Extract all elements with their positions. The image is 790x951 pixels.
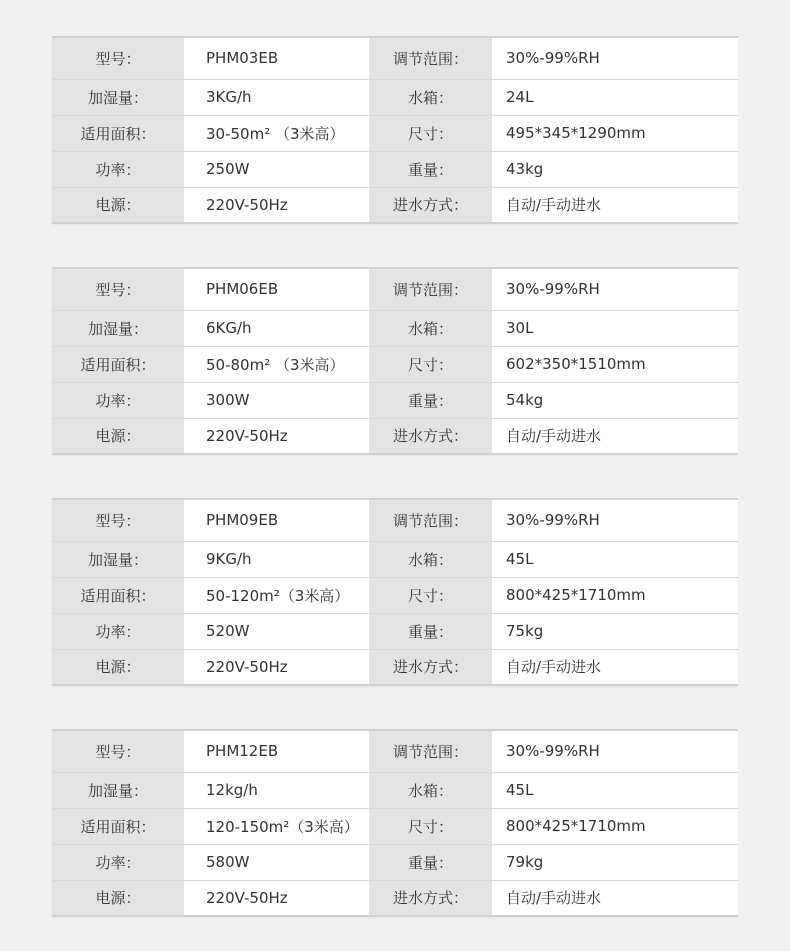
size-label: 尺寸：	[369, 115, 492, 151]
table-row	[52, 382, 738, 418]
water-inlet-value: 自动/手动进水	[492, 649, 738, 685]
size-value: 800*425*1710mm	[492, 808, 738, 844]
model-label: 型号：	[52, 730, 184, 772]
humidification-value: 6KG/h	[184, 310, 369, 346]
water-tank-label: 水箱：	[369, 310, 492, 346]
table-row	[52, 268, 738, 310]
power-value: 250W	[184, 151, 369, 187]
humidification-label: 加湿量：	[52, 772, 184, 808]
table-row	[52, 151, 738, 187]
water-inlet-value: 自动/手动进水	[492, 418, 738, 454]
table-row	[52, 880, 738, 916]
power-value: 580W	[184, 844, 369, 880]
water-tank-label: 水箱：	[369, 79, 492, 115]
table-row	[52, 541, 738, 577]
weight-label: 重量：	[369, 382, 492, 418]
table-row	[52, 346, 738, 382]
weight-value: 75kg	[492, 613, 738, 649]
water-inlet-value: 自动/手动进水	[492, 187, 738, 223]
water-inlet-label: 进水方式：	[369, 187, 492, 223]
table-row	[52, 844, 738, 880]
water-inlet-label: 进水方式：	[369, 418, 492, 454]
size-value: 800*425*1710mm	[492, 577, 738, 613]
model-label: 型号：	[52, 268, 184, 310]
power-value: 300W	[184, 382, 369, 418]
model-label: 型号：	[52, 37, 184, 79]
humidification-label: 加湿量：	[52, 79, 184, 115]
spec-table-phm09eb	[52, 498, 738, 686]
model-value: PHM09EB	[184, 499, 369, 541]
weight-value: 79kg	[492, 844, 738, 880]
table-row	[52, 115, 738, 151]
humidity-range-label: 调节范围：	[369, 37, 492, 79]
water-inlet-value: 自动/手动进水	[492, 880, 738, 916]
size-label: 尺寸：	[369, 577, 492, 613]
spec-table-phm03eb	[52, 36, 738, 224]
power-label: 功率：	[52, 844, 184, 880]
area-label: 适用面积：	[52, 346, 184, 382]
table-row	[52, 187, 738, 223]
area-value: 50-120m²（3米高）	[184, 577, 369, 613]
table-row	[52, 577, 738, 613]
area-label: 适用面积：	[52, 577, 184, 613]
humidity-range-value: 30%-99%RH	[492, 268, 738, 310]
table-row	[52, 808, 738, 844]
humidification-label: 加湿量：	[52, 310, 184, 346]
humidity-range-label: 调节范围：	[369, 268, 492, 310]
table-row	[52, 37, 738, 79]
water-tank-value: 45L	[492, 541, 738, 577]
humidity-range-label: 调节范围：	[369, 499, 492, 541]
humidity-range-label: 调节范围：	[369, 730, 492, 772]
table-row	[52, 772, 738, 808]
power-supply-value: 220V-50Hz	[184, 418, 369, 454]
model-label: 型号：	[52, 499, 184, 541]
table-row	[52, 310, 738, 346]
humidity-range-value: 30%-99%RH	[492, 730, 738, 772]
humidification-label: 加湿量：	[52, 541, 184, 577]
power-supply-label: 电源：	[52, 649, 184, 685]
model-value: PHM06EB	[184, 268, 369, 310]
power-supply-value: 220V-50Hz	[184, 880, 369, 916]
weight-value: 54kg	[492, 382, 738, 418]
water-tank-value: 45L	[492, 772, 738, 808]
area-label: 适用面积：	[52, 808, 184, 844]
power-supply-value: 220V-50Hz	[184, 187, 369, 223]
table-row	[52, 499, 738, 541]
area-value: 120-150m²（3米高）	[184, 808, 369, 844]
power-value: 520W	[184, 613, 369, 649]
humidification-value: 9KG/h	[184, 541, 369, 577]
humidification-value: 12kg/h	[184, 772, 369, 808]
water-tank-value: 30L	[492, 310, 738, 346]
power-supply-value: 220V-50Hz	[184, 649, 369, 685]
weight-label: 重量：	[369, 844, 492, 880]
model-value: PHM12EB	[184, 730, 369, 772]
humidity-range-value: 30%-99%RH	[492, 499, 738, 541]
weight-label: 重量：	[369, 151, 492, 187]
water-tank-label: 水箱：	[369, 772, 492, 808]
water-tank-label: 水箱：	[369, 541, 492, 577]
weight-value: 43kg	[492, 151, 738, 187]
power-label: 功率：	[52, 613, 184, 649]
table-row	[52, 418, 738, 454]
size-value: 602*350*1510mm	[492, 346, 738, 382]
table-row	[52, 613, 738, 649]
power-supply-label: 电源：	[52, 418, 184, 454]
size-label: 尺寸：	[369, 808, 492, 844]
area-value: 50-80m² （3米高）	[184, 346, 369, 382]
water-inlet-label: 进水方式：	[369, 649, 492, 685]
humidification-value: 3KG/h	[184, 79, 369, 115]
weight-label: 重量：	[369, 613, 492, 649]
model-value: PHM03EB	[184, 37, 369, 79]
area-label: 适用面积：	[52, 115, 184, 151]
power-supply-label: 电源：	[52, 187, 184, 223]
water-inlet-label: 进水方式：	[369, 880, 492, 916]
table-row	[52, 649, 738, 685]
spec-table-phm12eb	[52, 729, 738, 917]
water-tank-value: 24L	[492, 79, 738, 115]
size-label: 尺寸：	[369, 346, 492, 382]
power-label: 功率：	[52, 382, 184, 418]
table-row	[52, 79, 738, 115]
humidity-range-value: 30%-99%RH	[492, 37, 738, 79]
table-row	[52, 730, 738, 772]
size-value: 495*345*1290mm	[492, 115, 738, 151]
area-value: 30-50m² （3米高）	[184, 115, 369, 151]
power-supply-label: 电源：	[52, 880, 184, 916]
power-label: 功率：	[52, 151, 184, 187]
spec-table-phm06eb	[52, 267, 738, 455]
